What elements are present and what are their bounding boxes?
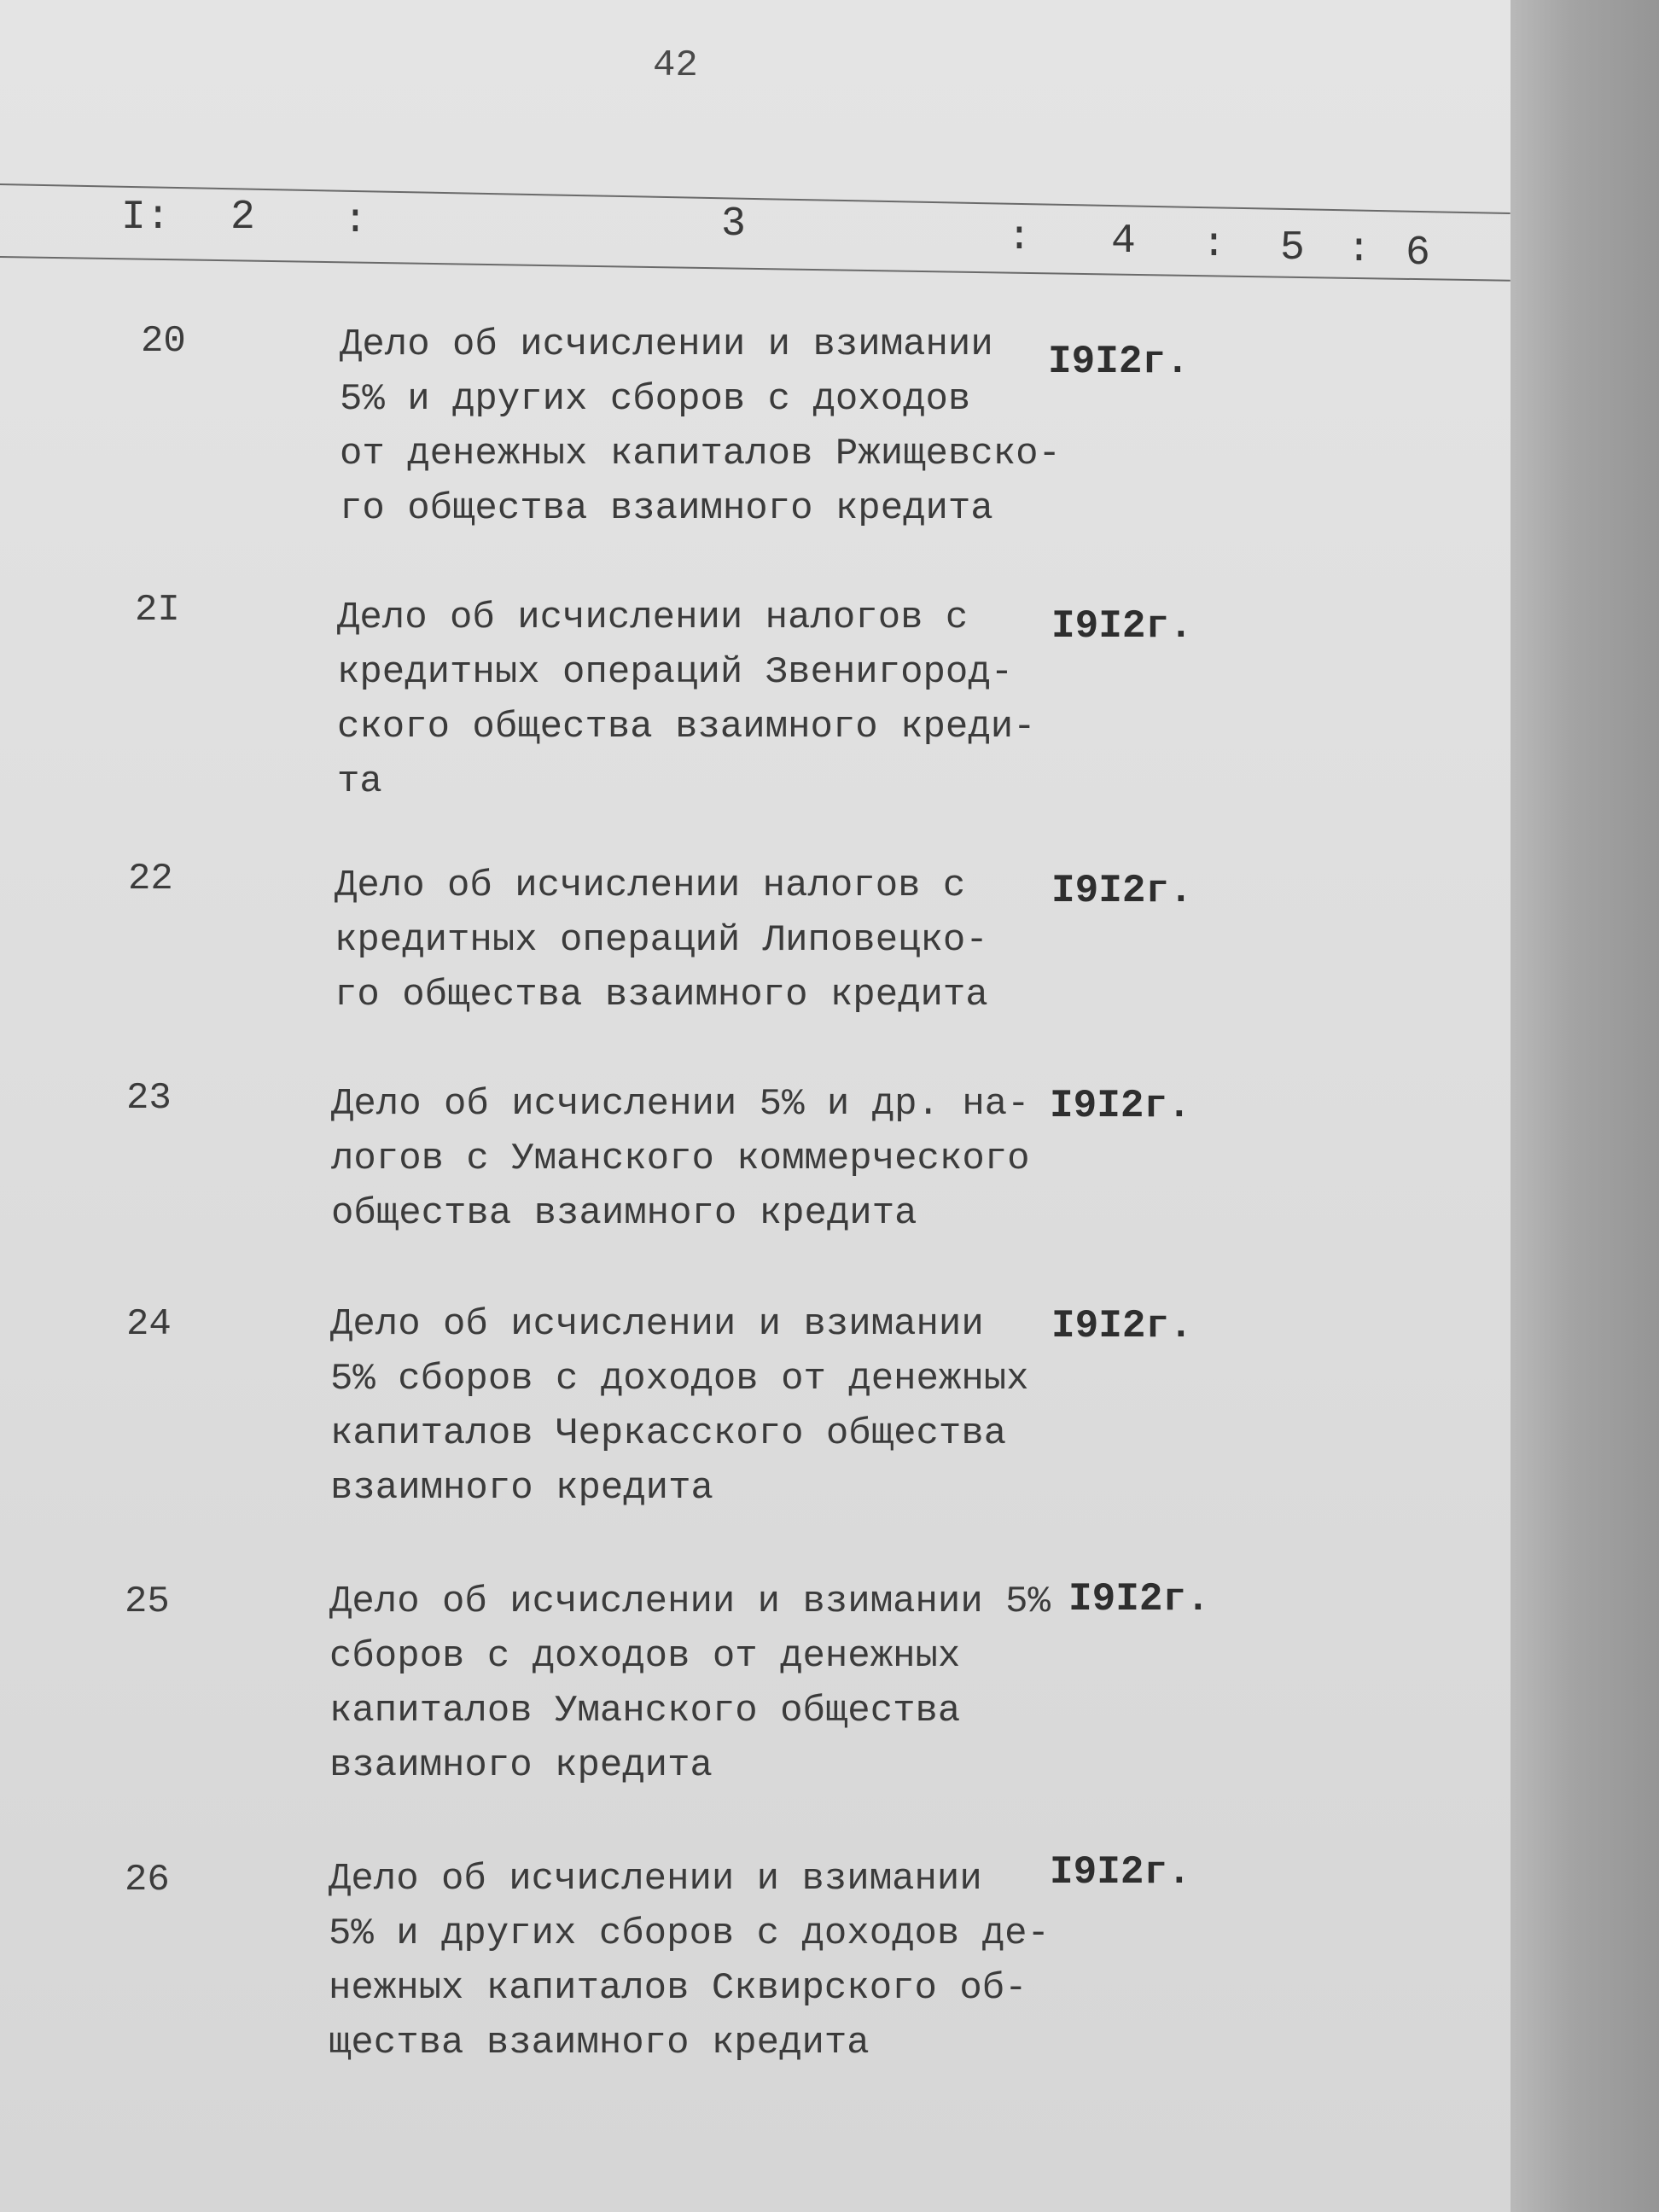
table-header-top-rule xyxy=(0,183,1511,214)
description-line: кредитных операций Липовецко- xyxy=(335,919,988,962)
row-description xyxy=(330,1297,1064,1516)
row-year: I9I2г. xyxy=(1050,1084,1191,1128)
row-number: 23 xyxy=(126,1077,172,1120)
description-line: Дело об исчислении 5% и др. на- xyxy=(331,1083,1030,1126)
description-line: нежных капиталов Сквирского об- xyxy=(329,1967,1027,2010)
header-col-3: 3 xyxy=(721,201,746,247)
header-col-1: I: xyxy=(121,195,171,241)
description-line: щества взаимного кредита xyxy=(329,2022,870,2064)
page-edge-shadow xyxy=(1511,0,1659,2212)
description-line: Дело об исчислении и взимании xyxy=(330,1303,984,1346)
description-line: взаимного кредита xyxy=(329,1744,713,1787)
description-line: 5% и других сборов с доходов xyxy=(340,378,971,421)
row-year: I9I2г. xyxy=(1051,1304,1193,1348)
header-col-5: 5 xyxy=(1280,225,1305,271)
row-number: 25 xyxy=(125,1580,170,1623)
description-line: капиталов Уманского общества xyxy=(329,1690,961,1732)
description-line: взаимного кредита xyxy=(330,1467,713,1510)
description-line: Дело об исчислении налогов с xyxy=(335,864,966,907)
row-number: 20 xyxy=(141,320,186,363)
row-year: I9I2г. xyxy=(1068,1577,1210,1621)
row-description xyxy=(335,859,1068,1022)
page-number: 42 xyxy=(653,44,698,87)
row-year: I9I2г. xyxy=(1050,1850,1191,1895)
description-line: ского общества взаимного креди- xyxy=(337,706,1036,748)
description-line: Дело об исчислении и взимании xyxy=(340,323,993,366)
row-description xyxy=(337,591,1071,809)
header-col-6: 6 xyxy=(1406,230,1430,276)
row-year: I9I2г. xyxy=(1051,604,1193,649)
description-line: 5% сборов с доходов от денежных xyxy=(330,1358,1029,1400)
description-line: от денежных капиталов Ржищевско- xyxy=(340,433,1061,475)
row-description xyxy=(329,1852,1062,2070)
description-line: го общества взаимного кредита xyxy=(340,487,993,530)
description-line: та xyxy=(337,760,382,803)
description-line: капиталов Черкасского общества xyxy=(330,1412,1007,1455)
row-description xyxy=(331,1077,1065,1241)
header-col-4: 4 xyxy=(1111,218,1136,265)
description-line: логов с Уманского коммерческого xyxy=(331,1138,1030,1180)
row-year: I9I2г. xyxy=(1048,340,1190,384)
row-number: 24 xyxy=(126,1303,172,1346)
row-description xyxy=(329,1575,1063,1793)
description-line: Дело об исчислении налогов с xyxy=(337,597,969,639)
row-year: I9I2г. xyxy=(1051,869,1193,913)
description-line: Дело об исчислении и взимании xyxy=(329,1858,982,1901)
row-description xyxy=(340,317,1074,536)
header-separator-1: : xyxy=(343,198,368,244)
description-line: го общества взаимного кредита xyxy=(335,974,988,1016)
row-number: 22 xyxy=(128,858,173,900)
header-separator-2: : xyxy=(1007,215,1032,261)
description-line: 5% и других сборов с доходов де- xyxy=(329,1912,1050,1955)
description-line: Дело об исчислении и взимании 5% xyxy=(329,1580,1051,1623)
row-number: 2I xyxy=(135,589,180,632)
header-separator-4: : xyxy=(1347,227,1371,273)
description-line: сборов с доходов от денежных xyxy=(329,1635,961,1678)
row-number: 26 xyxy=(125,1859,170,1901)
header-col-2: 2 xyxy=(230,195,255,241)
description-line: общества взаимного кредита xyxy=(331,1192,917,1235)
description-line: кредитных операций Звенигород- xyxy=(337,651,1014,694)
header-separator-3: : xyxy=(1202,222,1226,268)
